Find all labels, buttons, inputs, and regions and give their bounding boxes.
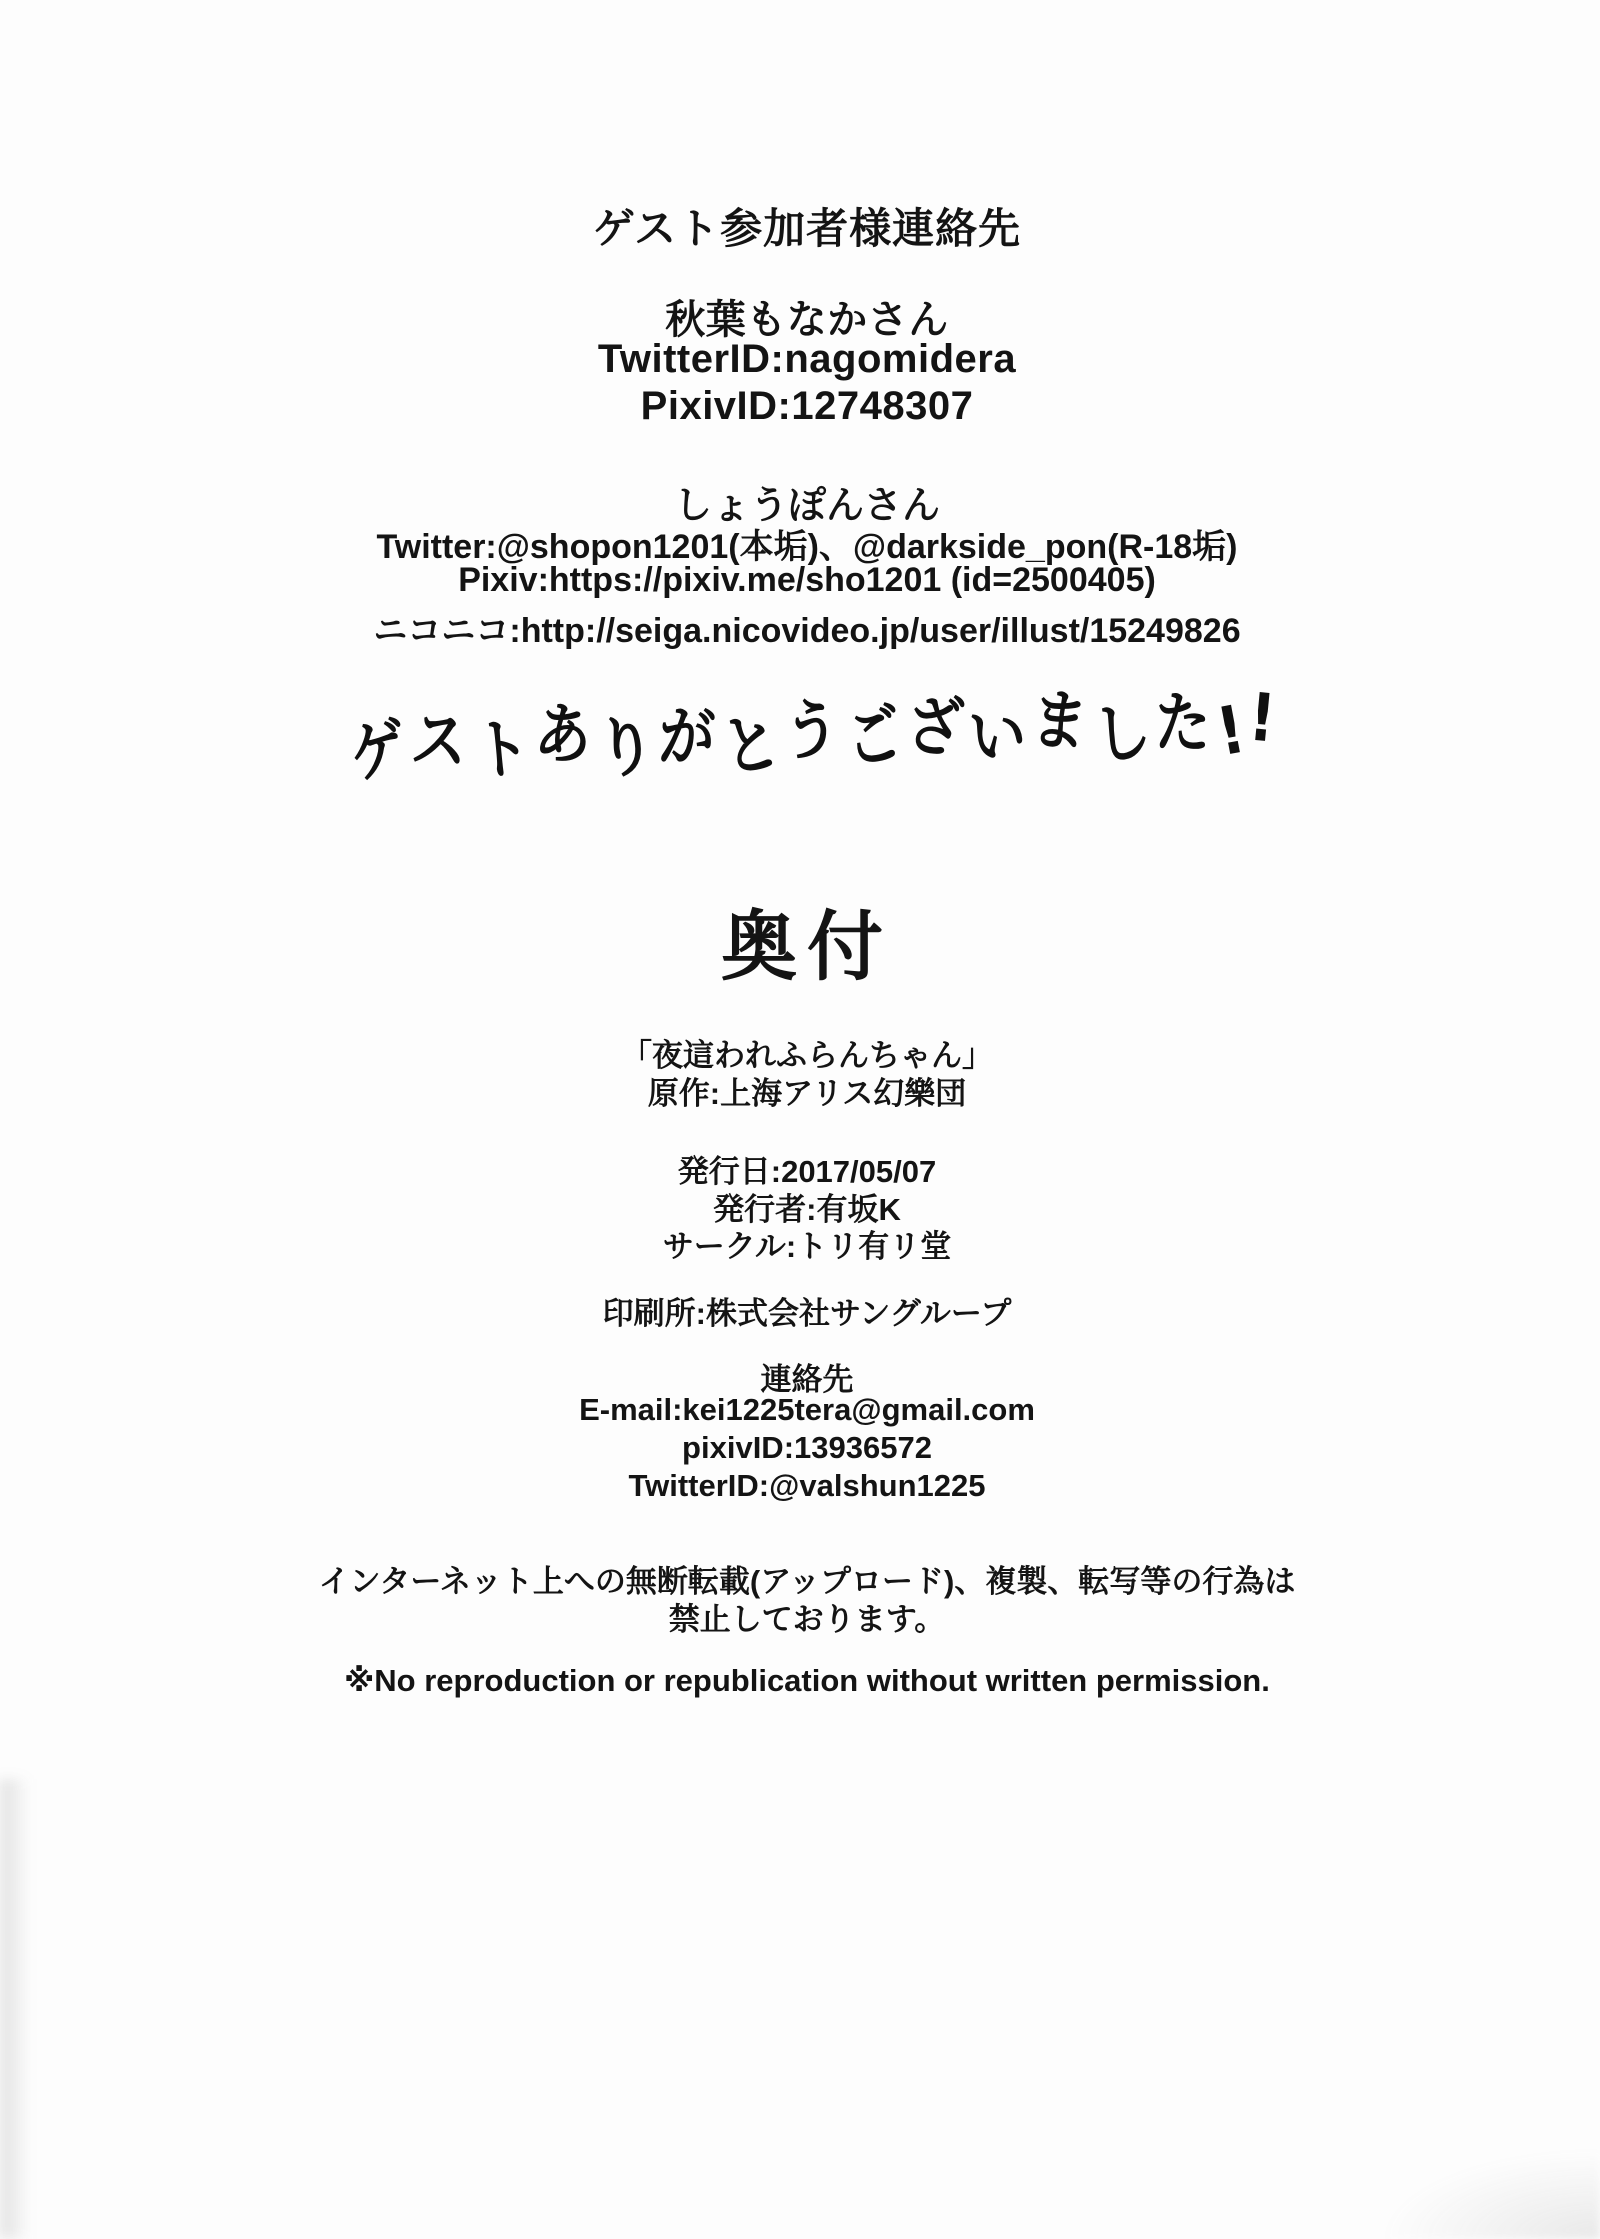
guest2-niconico-url: ニコニコ:http://seiga.nicovideo.jp/user/illust/15249826 [373,612,1241,650]
publisher-name: 発行者:有坂K [713,1192,901,1227]
guest2-pixiv-url: Pixiv:https://pixiv.me/sho1201 (id=2500405) [458,561,1156,599]
guest1-pixiv-id: PixivID:12748307 [640,384,974,428]
scan-shading-bottom-right [1380,2149,1600,2239]
contact-heading: 連絡先 [760,1362,854,1397]
printer-name: 印刷所:株式会社サングループ [602,1296,1012,1331]
original-work-credit: 原作:上海アリス幻樂団 [647,1076,967,1111]
colophon-heading: 奥付 [721,905,893,990]
guest1-name: 秋葉もなかさん [665,298,949,342]
contact-twitter-id: TwitterID:@valshun1225 [628,1468,986,1503]
guest1-twitter-id: TwitterID:nagomidera [597,337,1017,381]
contact-pixiv-id: pixivID:13936572 [682,1430,932,1465]
no-reproduction-notice-jp-line1: インターネット上への無断転載(アップロード)、複製、転写等の行為は [318,1564,1296,1599]
publication-date: 発行日:2017/05/07 [677,1154,937,1189]
guest-section-heading: ゲスト参加者様連絡先 [592,205,1022,252]
handwritten-thanks-note: ゲストありがとうございました!! [344,679,1285,795]
book-title: 「夜這われふらんちゃん」 [621,1038,993,1073]
contact-email: E-mail:kei1225tera@gmail.com [579,1392,1035,1427]
scan-shading-left-edge [0,1779,30,2239]
guest2-name: しょうぽんさん [673,485,940,527]
no-reproduction-notice-jp-line2: 禁止しております。 [668,1602,946,1637]
circle-name: サークル:トリ有リ堂 [662,1229,952,1264]
no-reproduction-notice-en: ※No reproduction or republication without written permission. [344,1663,1270,1698]
guest2-twitter-accounts: Twitter:@shopon1201(本垢)、@darkside_pon(R-18垢) [376,528,1238,566]
